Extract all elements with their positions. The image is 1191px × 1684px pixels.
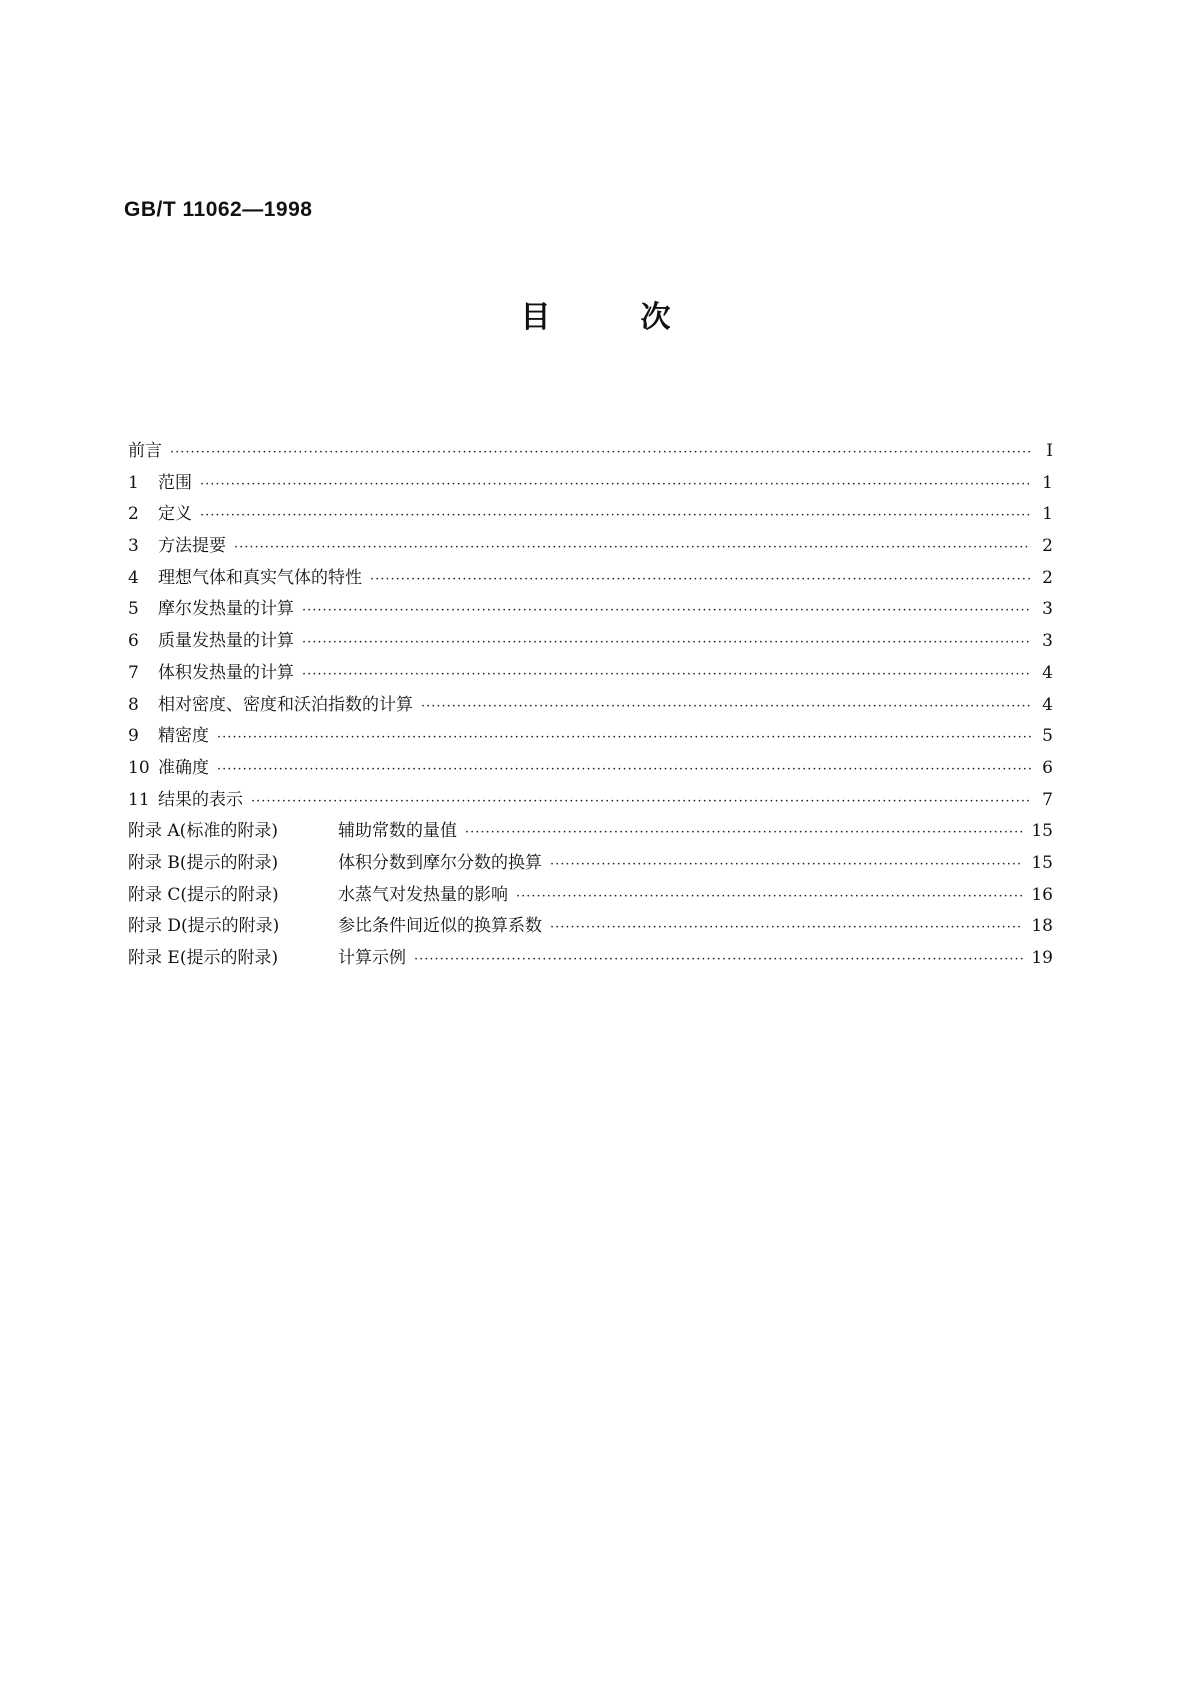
toc-entry-text: 摩尔发热量的计算 bbox=[158, 599, 294, 620]
toc-entry[interactable] bbox=[128, 753, 1053, 785]
toc-entry[interactable] bbox=[128, 690, 1053, 722]
toc-entry-text: 质量发热量的计算 bbox=[158, 631, 294, 652]
toc-leader bbox=[421, 691, 1031, 723]
toc-entry[interactable] bbox=[128, 626, 1053, 658]
toc-entry-text: 结果的表示 bbox=[158, 789, 243, 810]
toc-section-number: 1 bbox=[128, 472, 139, 493]
toc-entry-text: 定义 bbox=[158, 504, 192, 525]
toc-page-number: 4 bbox=[1042, 662, 1053, 683]
toc-page-number: 18 bbox=[1031, 916, 1053, 937]
toc-page-number: 3 bbox=[1042, 599, 1053, 620]
toc-entry-preface[interactable] bbox=[128, 436, 1053, 468]
toc-entry[interactable] bbox=[128, 468, 1053, 500]
toc-page-number: 2 bbox=[1042, 536, 1053, 557]
toc-page-number: 15 bbox=[1031, 821, 1053, 842]
toc-leader bbox=[251, 786, 1031, 818]
toc-section-number: 10 bbox=[128, 757, 150, 778]
toc-entry-text: 相对密度、密度和沃泊指数的计算 bbox=[158, 694, 413, 715]
toc-leader bbox=[234, 532, 1031, 564]
toc-section-number: 9 bbox=[128, 726, 139, 747]
toc-leader bbox=[516, 881, 1023, 913]
toc-leader bbox=[465, 817, 1023, 849]
toc-entry-text: 体积发热量的计算 bbox=[158, 662, 294, 683]
toc-entry-text: 准确度 bbox=[158, 757, 209, 778]
toc-leader bbox=[217, 722, 1031, 754]
toc-annex-label: 附录 D(提示的附录) bbox=[128, 916, 280, 937]
toc-annex-entry[interactable] bbox=[128, 943, 1053, 975]
toc-entry-text: 体积分数到摩尔分数的换算 bbox=[338, 852, 542, 873]
toc-annex-entry[interactable] bbox=[128, 911, 1053, 943]
toc-entry[interactable] bbox=[128, 658, 1053, 690]
toc-annex-entry[interactable] bbox=[128, 880, 1053, 912]
toc-leader bbox=[302, 595, 1031, 627]
toc-entry[interactable] bbox=[128, 531, 1053, 563]
toc-entry-text: 计算示例 bbox=[338, 948, 406, 968]
toc-entry-text: 方法提要 bbox=[158, 536, 226, 557]
toc-section-number: 2 bbox=[128, 504, 139, 525]
toc-page-number: 16 bbox=[1031, 884, 1053, 905]
toc-entry[interactable] bbox=[128, 594, 1053, 626]
toc-entry-text: 参比条件间近似的换算系数 bbox=[338, 916, 542, 937]
toc-section-number: 7 bbox=[128, 662, 139, 683]
toc-section-number: 5 bbox=[128, 599, 139, 620]
toc-leader bbox=[302, 659, 1031, 691]
toc-annex-entry[interactable] bbox=[128, 816, 1053, 848]
toc-section-number: 6 bbox=[128, 631, 139, 652]
toc-page-number: 15 bbox=[1031, 852, 1053, 873]
toc-page-number: 19 bbox=[1031, 948, 1053, 968]
toc-entry[interactable] bbox=[128, 721, 1053, 753]
toc-entry[interactable] bbox=[128, 785, 1053, 817]
toc-page-number: 1 bbox=[1042, 472, 1053, 493]
toc-entry-text: 范围 bbox=[158, 472, 192, 493]
toc-page-number: 3 bbox=[1042, 631, 1053, 652]
toc-leader bbox=[550, 912, 1023, 944]
toc-leader bbox=[370, 564, 1031, 596]
toc-page-number: 7 bbox=[1042, 789, 1053, 810]
toc-leader bbox=[414, 944, 1023, 976]
toc-leader bbox=[217, 754, 1031, 786]
toc-leader bbox=[302, 627, 1031, 659]
toc-annex-label: 附录 B(提示的附录) bbox=[128, 852, 279, 873]
toc-entry-text: 理想气体和真实气体的特性 bbox=[158, 567, 362, 588]
toc-leader bbox=[170, 437, 1031, 469]
toc-page-number: 5 bbox=[1042, 726, 1053, 747]
toc-entry[interactable] bbox=[128, 563, 1053, 595]
toc-annex-label: 附录 C(提示的附录) bbox=[128, 884, 279, 905]
document-code: GB/T 11062—1998 bbox=[124, 198, 313, 221]
toc-annex-label: 附录 E(提示的附录) bbox=[128, 948, 279, 968]
table-of-contents bbox=[128, 436, 1053, 975]
toc-entry-text: 精密度 bbox=[158, 726, 209, 747]
toc-annex-entry[interactable] bbox=[128, 848, 1053, 880]
toc-section-number: 8 bbox=[128, 694, 139, 715]
toc-page-number: 4 bbox=[1042, 694, 1053, 715]
toc-page-number: 1 bbox=[1042, 504, 1053, 525]
toc-page-number: 6 bbox=[1042, 757, 1053, 778]
toc-title: 目次 bbox=[520, 300, 761, 335]
toc-entry-text: 前言 bbox=[128, 441, 162, 461]
toc-entry-text: 辅助常数的量值 bbox=[338, 821, 457, 842]
toc-leader bbox=[200, 500, 1031, 532]
toc-entry[interactable] bbox=[128, 499, 1053, 531]
toc-leader bbox=[200, 469, 1031, 501]
toc-section-number: 4 bbox=[128, 567, 139, 588]
toc-entry-text: 水蒸气对发热量的影响 bbox=[338, 884, 508, 905]
toc-page-number: 2 bbox=[1042, 567, 1053, 588]
toc-annex-label: 附录 A(标准的附录) bbox=[128, 821, 278, 842]
toc-section-number: 3 bbox=[128, 536, 139, 557]
toc-section-number: 11 bbox=[128, 789, 150, 810]
toc-leader bbox=[550, 849, 1023, 881]
toc-page-number: I bbox=[1046, 441, 1053, 461]
